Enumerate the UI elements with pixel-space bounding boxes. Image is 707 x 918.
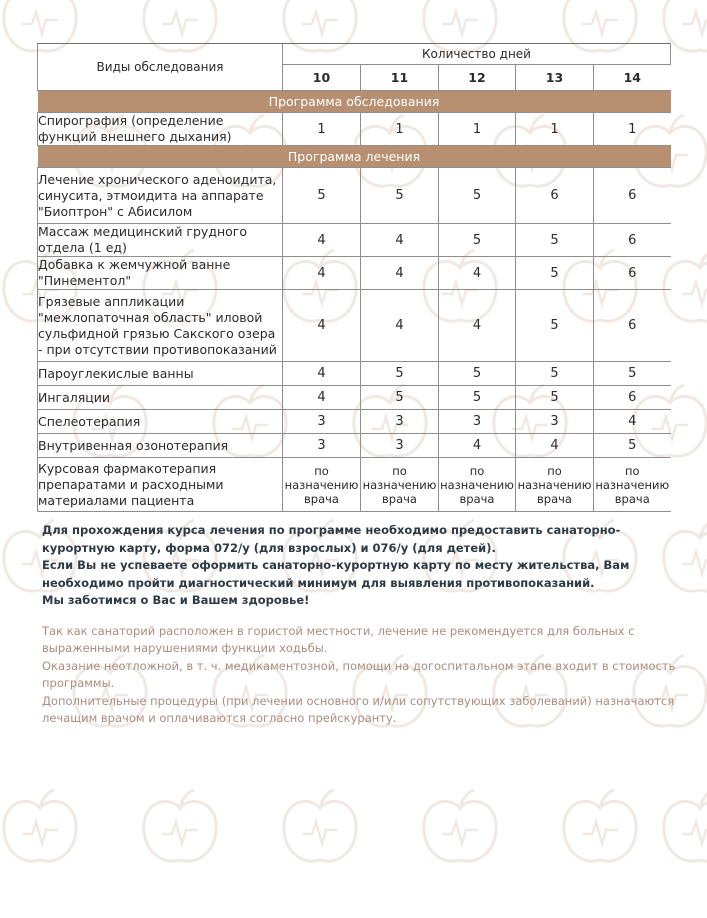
procedure-count-cell: 5 xyxy=(439,168,516,224)
page-content xyxy=(37,43,676,728)
procedure-count-cell: 5 xyxy=(516,257,594,290)
procedure-count-cell: 3 xyxy=(516,410,594,434)
table-row xyxy=(38,290,671,362)
procedure-count-cell: 6 xyxy=(594,290,671,362)
procedure-count-cell: по назначению врача xyxy=(516,458,594,512)
procedure-count-cell: 4 xyxy=(516,434,594,458)
note-light-line: Так как санаторий расположен в гористой местности, лечение не рекомендуется для больных с выраженными нарушениями функции ходьбы. xyxy=(42,623,635,655)
note-bold-line: Для прохождения курса лечения по программе необходимо предоставить санаторно-курортную карту, форма 072/у (для взрослых) и 076/у (для детей). xyxy=(42,523,621,555)
note-bold-line: Если Вы не успеваете оформить санаторно-курортную карту по месту жительства, Вам необходимо пройти диагностический минимум для выявления противопоказаний. xyxy=(42,558,630,590)
section-header-row xyxy=(38,91,671,113)
procedure-count-cell: 5 xyxy=(516,362,594,386)
note-light-line: Оказание неотложной, в т. ч. медикаментозной, помощи на догоспитальном этапе входит в стоимость программы. xyxy=(42,658,676,690)
procedure-count-cell: по назначению врача xyxy=(283,458,361,512)
procedure-count-cell: 1 xyxy=(361,113,439,146)
procedure-count-cell: 5 xyxy=(516,224,594,257)
procedure-count-cell: 1 xyxy=(516,113,594,146)
procedure-count-cell: 6 xyxy=(594,168,671,224)
procedure-name: Грязевые аппликации "межлопаточная область" иловой сульфидной грязью Сакского озера - при отсутствии противопоказаний xyxy=(38,290,283,362)
table-row xyxy=(38,113,671,146)
procedure-count-cell: 6 xyxy=(594,386,671,410)
table-row xyxy=(38,434,671,458)
column-header-days-count: Количество дней xyxy=(283,44,671,65)
procedure-count-cell: 6 xyxy=(516,168,594,224)
procedure-count-cell: 5 xyxy=(361,386,439,410)
procedure-name: Массаж медицинский грудного отдела (1 ед) xyxy=(38,224,283,257)
procedure-count-cell: 3 xyxy=(439,410,516,434)
procedure-count-cell: 5 xyxy=(283,168,361,224)
table-row xyxy=(38,224,671,257)
procedure-count-cell: 5 xyxy=(439,386,516,410)
note-light-line: Дополнительные процедуры (при лечении основного и/или сопутствующих заболеваний) назначаются лечащим врачом и оплачиваются согласно прейскуранту. xyxy=(42,693,675,725)
procedure-count-cell: 3 xyxy=(283,410,361,434)
apple-heartbeat-icon xyxy=(144,790,216,861)
day-header: 11 xyxy=(361,65,439,91)
apple-heartbeat-icon xyxy=(664,790,707,861)
procedure-name: Лечение хронического аденоидита, синусита, этмоидита на аппарате "Биоптрон" с Абисилом xyxy=(38,168,283,224)
procedure-count-cell: 4 xyxy=(283,224,361,257)
procedure-count-cell: 4 xyxy=(439,290,516,362)
procedure-name: Внутривенная озонотерапия xyxy=(38,434,283,458)
section-header-row xyxy=(38,146,671,168)
requirements-notes xyxy=(42,522,682,610)
procedure-name: Спелеотерапия xyxy=(38,410,283,434)
note-bold-line: Мы заботимся о Вас и Вашем здоровье! xyxy=(42,593,310,607)
procedure-count-cell: 4 xyxy=(439,434,516,458)
procedure-count-cell: 5 xyxy=(439,224,516,257)
procedure-count-cell: по назначению врача xyxy=(361,458,439,512)
procedure-count-cell: 5 xyxy=(361,168,439,224)
procedure-name: Курсовая фармакотерапия препаратами и расходными материалами пациента xyxy=(38,458,283,512)
procedure-count-cell: 5 xyxy=(594,434,671,458)
section-title: Программа лечения xyxy=(38,146,671,168)
procedure-name: Спирография (определение функций внешнего дыхания) xyxy=(38,113,283,146)
procedure-count-cell: 5 xyxy=(516,290,594,362)
procedure-count-cell: 5 xyxy=(361,362,439,386)
procedure-name: Пароуглекислые ванны xyxy=(38,362,283,386)
table-row xyxy=(38,410,671,434)
table-row xyxy=(38,386,671,410)
procedure-count-cell: 4 xyxy=(283,290,361,362)
day-header: 10 xyxy=(283,65,361,91)
apple-heartbeat-icon xyxy=(564,790,636,861)
procedure-count-cell: 4 xyxy=(361,290,439,362)
procedure-count-cell: 6 xyxy=(594,257,671,290)
procedure-count-cell: 4 xyxy=(283,362,361,386)
procedure-count-cell: 3 xyxy=(361,434,439,458)
procedure-count-cell: 5 xyxy=(439,362,516,386)
procedure-count-cell: 4 xyxy=(361,224,439,257)
procedure-count-cell: 1 xyxy=(283,113,361,146)
table-row xyxy=(38,168,671,224)
procedure-count-cell: 5 xyxy=(516,386,594,410)
procedure-count-cell: 5 xyxy=(594,362,671,386)
table-row xyxy=(38,458,671,512)
apple-heartbeat-icon xyxy=(424,790,496,861)
procedure-count-cell: 6 xyxy=(594,224,671,257)
procedure-count-cell: 4 xyxy=(283,386,361,410)
day-header: 13 xyxy=(516,65,594,91)
procedure-count-cell: 1 xyxy=(439,113,516,146)
apple-heartbeat-icon xyxy=(284,790,356,861)
procedure-name: Добавка к жемчужной ванне "Пинементол" xyxy=(38,257,283,290)
procedure-name: Ингаляции xyxy=(38,386,283,410)
procedure-count-cell: по назначению врача xyxy=(594,458,671,512)
table-row xyxy=(38,362,671,386)
apple-heartbeat-icon xyxy=(4,790,76,861)
table-row xyxy=(38,257,671,290)
procedure-count-cell: 4 xyxy=(439,257,516,290)
procedure-count-cell: 1 xyxy=(594,113,671,146)
procedure-count-cell: 4 xyxy=(361,257,439,290)
section-title: Программа обследования xyxy=(38,91,671,113)
procedure-count-cell: по назначению врача xyxy=(439,458,516,512)
procedure-count-cell: 4 xyxy=(594,410,671,434)
procedure-count-cell: 4 xyxy=(283,257,361,290)
procedure-count-cell: 3 xyxy=(361,410,439,434)
treatment-schedule-table xyxy=(37,43,671,512)
additional-notes xyxy=(42,623,682,728)
column-header-examination-types: Виды обследования xyxy=(38,44,283,91)
day-header: 12 xyxy=(439,65,516,91)
procedure-count-cell: 3 xyxy=(283,434,361,458)
day-header: 14 xyxy=(594,65,671,91)
